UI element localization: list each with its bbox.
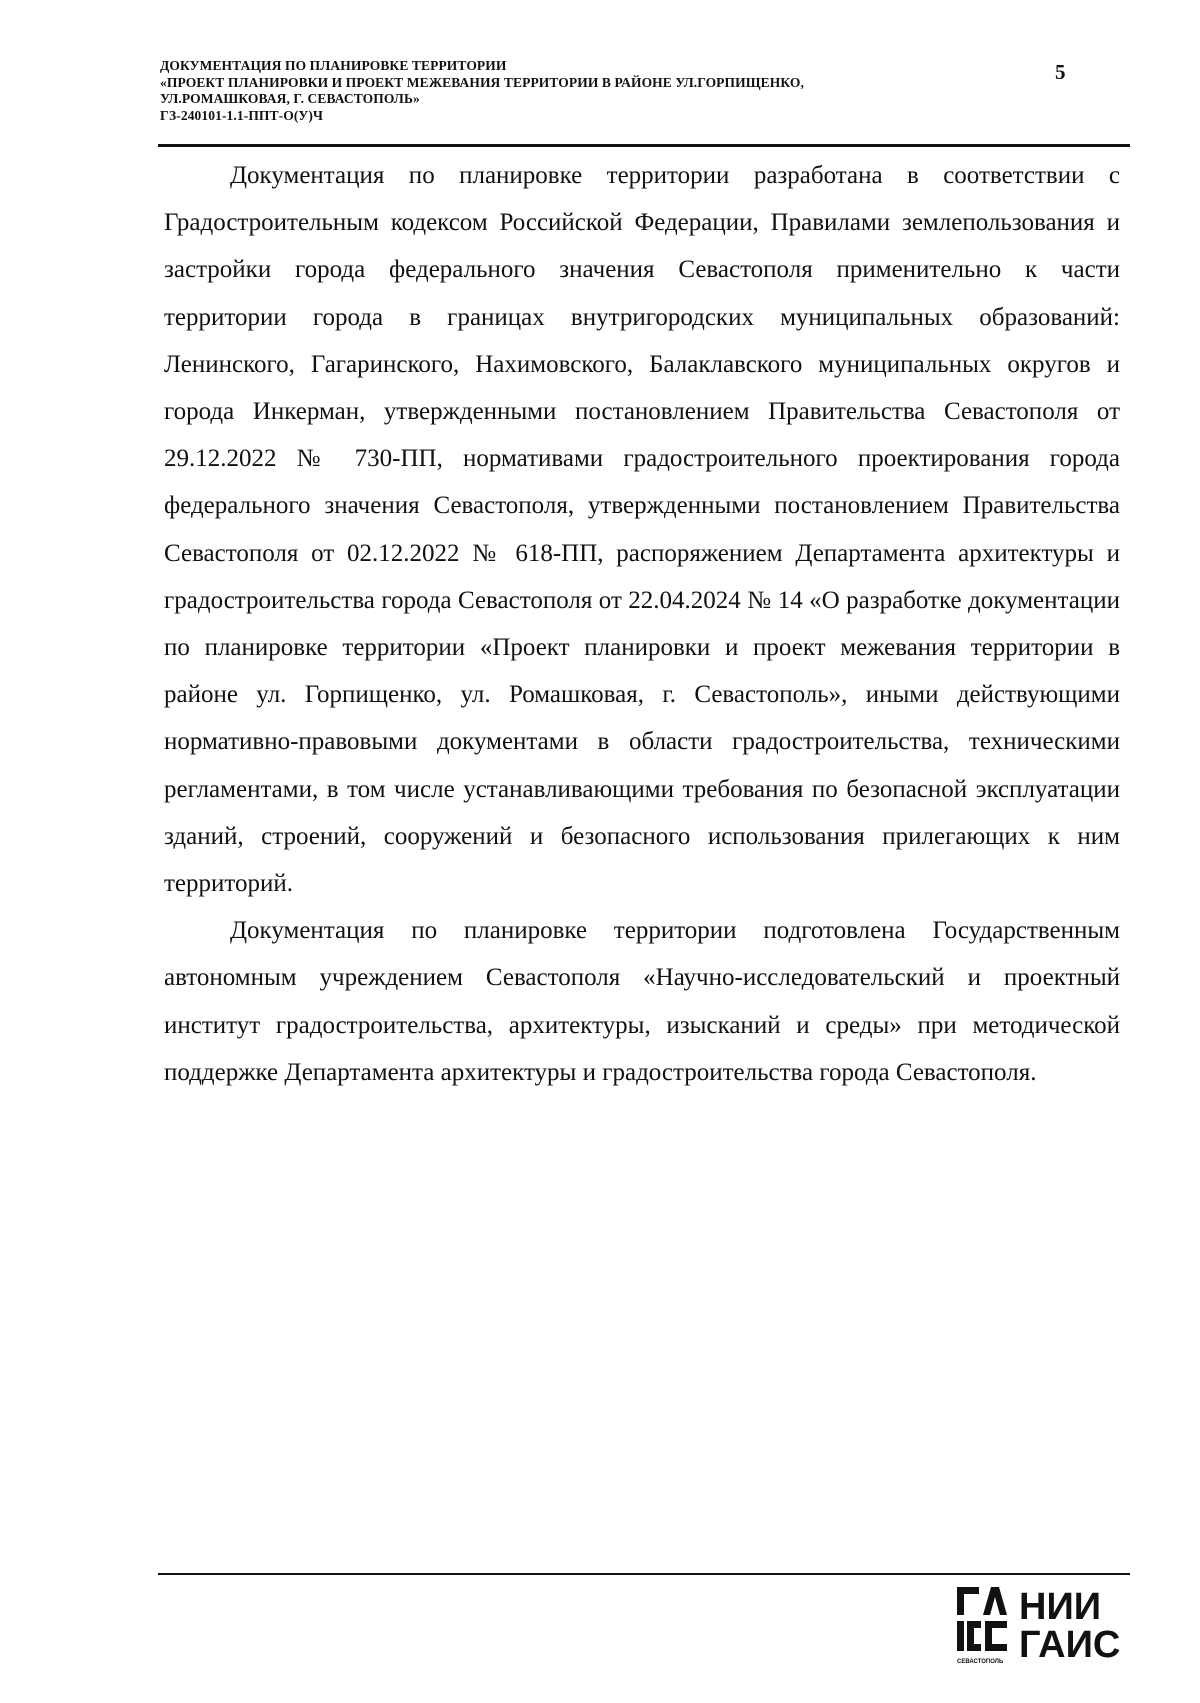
paragraph: Документация по планировке территории подготовлена Государственным автономным учреждением Севастополя «Научно-исследовательский и проектный институт градостроительства, архитектуры, изысканий и среды» при методической поддержке Департамента архитектуры и градостроительства города Севастополя.: [164, 917, 1120, 1086]
nii-gais-logo: [955, 1585, 1135, 1670]
logo-text-nii: НИИ: [1019, 1586, 1102, 1628]
document-header: [160, 58, 1040, 124]
header-line: «ПРОЕКТ ПЛАНИРОВКИ И ПРОЕКТ МЕЖЕВАНИЯ ТЕРРИТОРИИ В РАЙОНЕ УЛ.ГОРПИЩЕНКО,: [160, 74, 804, 90]
page-number: 5: [1055, 60, 1066, 84]
paragraph: Документация по планировке территории разработана в соответствии с Градостроительным кодексом Российской Федерации, Правилами землепользования и застройки города федерального значения Севастополя применительно к части территории города в границах внутригородских муниципальных образований: Ленинского, Гагаринского, Нахимовского, Балаклавского муниципальных округов и города Инкерман, утвержденными постановлением Правительства Севастополя от 29.12.2022 № 730-ПП, нормативами градостроительного проектирования города федерального значения Севастополя, утвержденными постановлением Правительства Севастополя от 02.12.2022 № 618-ПП, распоряжением Департамента архитектуры и градостроительства города Севастополя от 22.04.2024 № 14 «О разработке документации по планировке территории «Проект планировки и проект межевания территории в районе ул. Горпищенко, ул. Ромашковая, г. Севастополь», иными действующими нормативно-правовыми документами в области градостроительства, техническими регламентами, в том числе устанавливающими требования по безопасной эксплуатации зданий, строений, сооружений и безопасного использования прилегающих к ним территорий.: [164, 162, 1120, 898]
nii-gais-logo-mark: [955, 1585, 1135, 1670]
header-line: ДОКУМЕНТАЦИЯ ПО ПЛАНИРОВКЕ ТЕРРИТОРИИ: [160, 58, 507, 73]
header-divider: [158, 144, 1130, 147]
document-code: ГЗ-240101-1.1-ППТ-О(У)Ч: [160, 107, 324, 123]
logo-caption: СЕВАСТОПОЛЬ: [957, 1659, 1004, 1665]
footer-divider: [158, 1573, 1130, 1575]
logo-text-gais: ГАИС: [1019, 1624, 1121, 1666]
document-body: [164, 152, 1120, 1096]
header-line: УЛ.РОМАШКОВАЯ, Г. СЕВАСТОПОЛЬ»: [160, 91, 420, 106]
